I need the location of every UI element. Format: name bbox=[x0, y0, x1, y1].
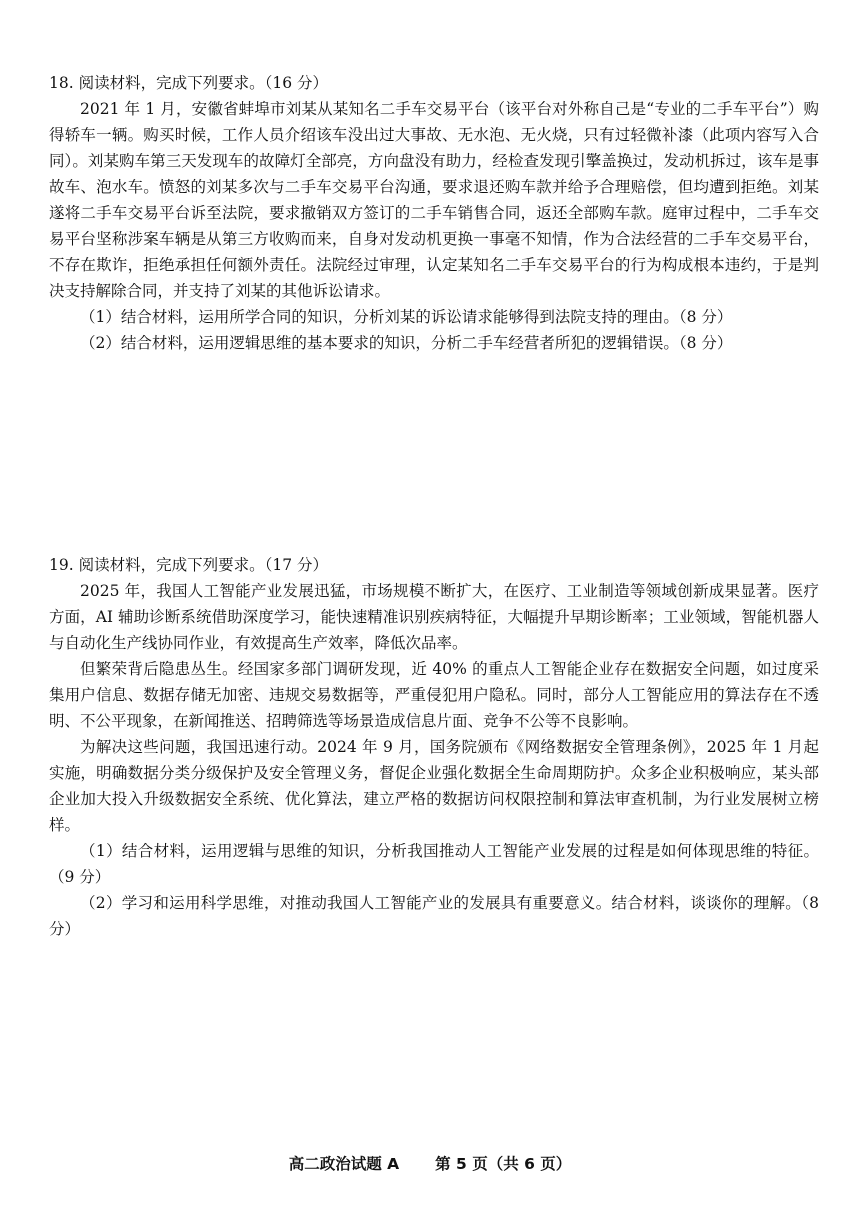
question-19-material-2: 但繁荣背后隐患丛生。经国家多部门调研发现，近 40% 的重点人工智能企业存在数据安全问题，如过度采集用户信息、数据存储无加密、违规交易数据等，严重侵犯用户隐私。同时，部分人工智能应用的算法存在不透明、不公平现象，在新闻推送、招聘筛选等场景造成信息片面、竞争不公等不良影响。 bbox=[49, 660, 819, 730]
question-18-part-2: （2）结合材料，运用逻辑思维的基本要求的知识，分析二手车经营者所犯的逻辑错误。（8 分） bbox=[80, 334, 733, 352]
page-footer bbox=[0, 1153, 860, 1175]
exam-title: 高二政治试题 A bbox=[288, 1155, 400, 1173]
question-19-material-3: 为解决这些问题，我国迅速行动。2024 年 9 月，国务院颁布《网络数据安全管理条例》，2025 年 1 月起实施，明确数据分类分级保护及安全管理义务，督促企业强化数据全生命周期防护。众多企业积极响应，某头部企业加大投入升级数据安全系统、优化算法，建立严格的数据访问权限控制和算法审查机制，为行业发展树立榜样。 bbox=[49, 738, 819, 834]
page-number: 第 5 页（共 6 页） bbox=[435, 1155, 572, 1173]
question-18-heading: 18. 阅读材料，完成下列要求。（16 分） bbox=[49, 74, 328, 92]
question-19-heading: 19. 阅读材料，完成下列要求。（17 分） bbox=[49, 556, 328, 574]
question-18-part-1: （1）结合材料，运用所学合同的知识，分析刘某的诉讼请求能够得到法院支持的理由。（8 分） bbox=[80, 308, 733, 326]
question-19 bbox=[49, 552, 819, 942]
question-19-material-1: 2025 年，我国人工智能产业发展迅猛，市场规模不断扩大，在医疗、工业制造等领域创新成果显著。医疗方面，AI 辅助诊断系统借助深度学习，能快速精准识别疾病特征，大幅提升早期诊断率；工业领域，智能机器人与自动化生产线协同作业，有效提高生产效率，降低次品率。 bbox=[49, 582, 819, 652]
question-19-part-1: （1）结合材料，运用逻辑与思维的知识，分析我国推动人工智能产业发展的过程是如何体现思维的特征。（9 分） bbox=[49, 842, 819, 886]
question-18 bbox=[49, 70, 819, 356]
question-18-material: 2021 年 1 月，安徽省蚌埠市刘某从某知名二手车交易平台（该平台对外称自己是“专业的二手车平台”）购得轿车一辆。购买时候，工作人员介绍该车没出过大事故、无水泡、无火烧，只有过轻微补漆（此项内容写入合同）。刘某购车第三天发现车的故障灯全部亮，方向盘没有助力，经检查发现引擎盖换过，发动机拆过，该车是事故车、泡水车。愤怒的刘某多次与二手车交易平台沟通，要求退还购车款并给予合理赔偿，但均遭到拒绝。刘某遂将二手车交易平台诉至法院，要求撤销双方签订的二手车销售合同，返还全部购车款。庭审过程中，二手车交易平台坚称涉案车辆是从第三方收购而来，自身对发动机更换一事毫不知情，作为合法经营的二手车交易平台，不存在欺诈，拒绝承担任何额外责任。法院经过审理，认定某知名二手车交易平台的行为构成根本违约，于是判决支持解除合同，并支持了刘某的其他诉讼请求。 bbox=[49, 100, 819, 300]
question-19-part-2: （2）学习和运用科学思维，对推动我国人工智能产业的发展具有重要意义。结合材料，谈谈你的理解。（8 分） bbox=[49, 894, 819, 938]
